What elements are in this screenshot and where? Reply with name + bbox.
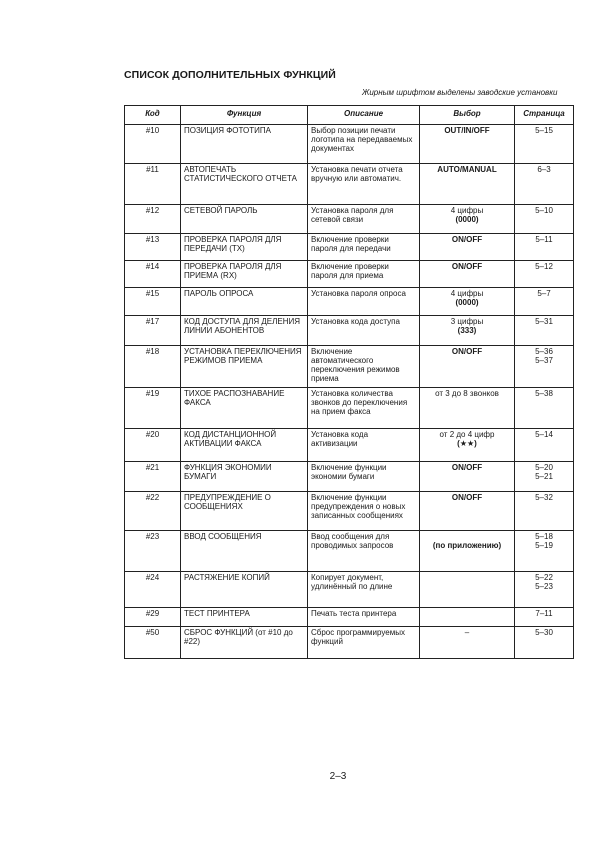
function-name: ТЕСТ ПРИНТЕРА xyxy=(181,608,308,627)
header-description: Описание xyxy=(308,106,420,125)
function-code: #17 xyxy=(125,316,181,346)
function-description: Установка количества звонков до переключения на прием факса xyxy=(308,388,420,429)
function-selection: – xyxy=(420,627,515,659)
page-reference: 5–7 xyxy=(537,289,551,298)
table-header-row xyxy=(125,106,574,125)
function-code: #14 xyxy=(125,261,181,288)
function-name: ПРЕДУПРЕЖДЕНИЕ О СООБЩЕНИЯХ xyxy=(181,492,308,531)
function-selection xyxy=(420,572,515,608)
function-name: РАСТЯЖЕНИЕ КОПИЙ xyxy=(181,572,308,608)
function-selection xyxy=(420,608,515,627)
function-page xyxy=(515,608,574,627)
function-page xyxy=(515,164,574,205)
function-name: КОД ДОСТУПА ДЛЯ ДЕЛЕНИЯ ЛИНИИ АБОНЕНТОВ xyxy=(181,316,308,346)
function-description: Включение проверки пароля для приема xyxy=(308,261,420,288)
function-page xyxy=(515,346,574,388)
function-description: Включение автоматического переключения режимов приема xyxy=(308,346,420,388)
page-number: 2–3 xyxy=(329,771,347,782)
function-page xyxy=(515,531,574,572)
function-code: #29 xyxy=(125,608,181,627)
function-page xyxy=(515,205,574,234)
function-code: #24 xyxy=(125,572,181,608)
function-name: АВТОПЕЧАТЬ СТАТИСТИЧЕСКОГО ОТЧЕТА xyxy=(181,164,308,205)
function-code: #10 xyxy=(125,125,181,164)
table-row xyxy=(125,288,574,316)
function-selection: от 3 до 8 звонков xyxy=(420,388,515,429)
function-code: #50 xyxy=(125,627,181,659)
function-selection: ON/OFF xyxy=(420,346,515,388)
function-name: КОД ДИСТАНЦИОННОЙ АКТИВАЦИИ ФАКСА xyxy=(181,429,308,462)
page-reference: 7–11 xyxy=(535,609,553,618)
function-description: Включение функции экономии бумаги xyxy=(308,462,420,492)
function-code: #19 xyxy=(125,388,181,429)
function-selection: AUTO/MANUAL xyxy=(420,164,515,205)
function-code: #18 xyxy=(125,346,181,388)
function-code: #22 xyxy=(125,492,181,531)
function-description: Ввод сообщения для проводимых запросов xyxy=(308,531,420,572)
table-row xyxy=(125,462,574,492)
function-description: Установка печати отчета вручную или автоматич. xyxy=(308,164,420,205)
function-description: Установка пароля опроса xyxy=(308,288,420,316)
page-reference: 6–3 xyxy=(537,165,551,174)
page-reference: 5–14 xyxy=(535,430,553,439)
function-page xyxy=(515,572,574,608)
function-name: СБРОС ФУНКЦИЙ (от #10 до #22) xyxy=(181,627,308,659)
page-reference: 5–19 xyxy=(535,541,553,550)
function-description: Включение функции предупреждения о новых записанных сообщениях xyxy=(308,492,420,531)
function-page xyxy=(515,388,574,429)
function-selection: ON/OFF xyxy=(420,492,515,531)
function-description: Установка пароля для сетевой связи xyxy=(308,205,420,234)
function-description: Сброс программируемых функций xyxy=(308,627,420,659)
function-code: #23 xyxy=(125,531,181,572)
page-reference: 5–12 xyxy=(535,262,553,271)
function-page xyxy=(515,316,574,346)
page-reference: 5–18 xyxy=(535,532,553,541)
function-page xyxy=(515,462,574,492)
functions-table xyxy=(124,105,574,659)
function-selection: 4 цифры (0000) xyxy=(420,288,515,316)
function-description: Включение проверки пароля для передачи xyxy=(308,234,420,261)
table-row xyxy=(125,316,574,346)
function-name: ПОЗИЦИЯ ФОТОТИПА xyxy=(181,125,308,164)
page-reference: 5–21 xyxy=(535,472,553,481)
table-row xyxy=(125,261,574,288)
function-name: СЕТЕВОЙ ПАРОЛЬ xyxy=(181,205,308,234)
page-reference: 5–11 xyxy=(535,235,553,244)
function-selection: (по приложению) xyxy=(420,531,515,572)
table-row xyxy=(125,608,574,627)
table-row xyxy=(125,388,574,429)
page-reference: 5–10 xyxy=(535,206,553,215)
function-page xyxy=(515,234,574,261)
function-page xyxy=(515,492,574,531)
function-name: ПРОВЕРКА ПАРОЛЯ ДЛЯ ПЕРЕДАЧИ (TX) xyxy=(181,234,308,261)
function-description: Установка кода доступа xyxy=(308,316,420,346)
page-reference: 5–30 xyxy=(535,628,553,637)
page-reference: 5–32 xyxy=(535,493,553,502)
table-row xyxy=(125,531,574,572)
table-row xyxy=(125,125,574,164)
table-row xyxy=(125,346,574,388)
function-description: Установка кода активизации xyxy=(308,429,420,462)
page-reference: 5–31 xyxy=(535,317,553,326)
function-selection: ON/OFF xyxy=(420,234,515,261)
function-selection: 3 цифры (333) xyxy=(420,316,515,346)
function-selection: от 2 до 4 цифр (★★) xyxy=(420,429,515,462)
table-row xyxy=(125,205,574,234)
function-description: Выбор позиции печати логотипа на передаваемых документах xyxy=(308,125,420,164)
table-row xyxy=(125,572,574,608)
header-code: Код xyxy=(125,106,181,125)
function-page xyxy=(515,261,574,288)
function-code: #13 xyxy=(125,234,181,261)
function-page xyxy=(515,627,574,659)
function-code: #15 xyxy=(125,288,181,316)
table-row xyxy=(125,492,574,531)
function-page xyxy=(515,288,574,316)
function-page xyxy=(515,125,574,164)
function-name: ВВОД СООБЩЕНИЯ xyxy=(181,531,308,572)
function-name: ФУНКЦИЯ ЭКОНОМИИ БУМАГИ xyxy=(181,462,308,492)
function-description: Печать теста принтера xyxy=(308,608,420,627)
table-body xyxy=(125,125,574,659)
header-page: Страница xyxy=(515,106,574,125)
page-title: СПИСОК ДОПОЛНИТЕЛЬНЫХ ФУНКЦИЙ xyxy=(124,69,336,81)
table-row xyxy=(125,234,574,261)
function-selection: ON/OFF xyxy=(420,462,515,492)
function-name: ПАРОЛЬ ОПРОСА xyxy=(181,288,308,316)
page-reference: 5–23 xyxy=(535,582,553,591)
factory-settings-note: Жирным шрифтом выделены заводские установки xyxy=(362,88,558,97)
page-reference: 5–36 xyxy=(535,347,553,356)
table-row xyxy=(125,627,574,659)
function-name: ТИХОЕ РАСПОЗНАВАНИЕ ФАКСА xyxy=(181,388,308,429)
function-selection: OUT/IN/OFF xyxy=(420,125,515,164)
function-description: Копирует документ, удлинённый по длине xyxy=(308,572,420,608)
function-code: #21 xyxy=(125,462,181,492)
function-selection: 4 цифры (0000) xyxy=(420,205,515,234)
page-reference: 5–20 xyxy=(535,463,553,472)
function-selection: ON/OFF xyxy=(420,261,515,288)
page-reference: 5–37 xyxy=(535,356,553,365)
table-row xyxy=(125,164,574,205)
page-reference: 5–38 xyxy=(535,389,553,398)
function-code: #12 xyxy=(125,205,181,234)
function-name: ПРОВЕРКА ПАРОЛЯ ДЛЯ ПРИЕМА (RX) xyxy=(181,261,308,288)
page-reference: 5–15 xyxy=(535,126,553,135)
header-selection: Выбор xyxy=(420,106,515,125)
function-name: УСТАНОВКА ПЕРЕКЛЮЧЕНИЯ РЕЖИМОВ ПРИЕМА xyxy=(181,346,308,388)
function-code: #20 xyxy=(125,429,181,462)
table-row xyxy=(125,429,574,462)
function-page xyxy=(515,429,574,462)
function-code: #11 xyxy=(125,164,181,205)
header-function: Функция xyxy=(181,106,308,125)
page-reference: 5–22 xyxy=(535,573,553,582)
